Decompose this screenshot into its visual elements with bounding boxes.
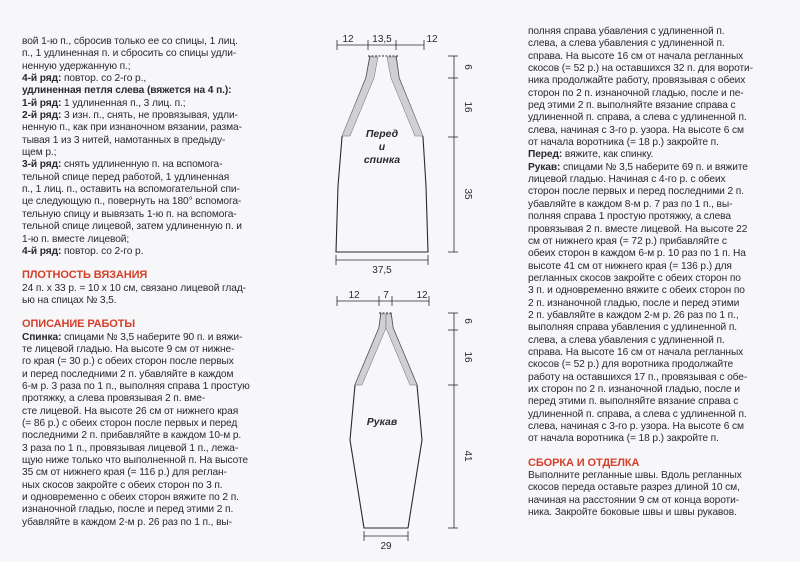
- text-line: тельной спице лицевой, затем удлиненную п. и: [22, 221, 242, 233]
- text-line: скосов переда оставьте разрез длиной 10 см,: [528, 482, 740, 494]
- text-line: ред этими 2 п. выполняйте вязание справа с: [528, 100, 736, 112]
- text-line: тывая 1 из 3 нитей, намотанных в предыду-: [22, 134, 226, 146]
- dim-sleeve-top-right: 12: [416, 290, 428, 301]
- text-line: 4-й ряд: повтор. со 2-го р.,: [22, 73, 147, 85]
- right-text-column: [528, 26, 790, 519]
- text-line: изнаночной гладью, после и перед этими 2 п.: [22, 504, 234, 516]
- dim-sleeve-right-3: 41: [462, 450, 473, 462]
- text-line: ненную п., как при изнаночном вязании, разма-: [22, 122, 242, 134]
- text-line: от начала воротника (= 18 р.) закройте п.: [528, 137, 719, 149]
- text-line: тельную спицу и вывязать 1-ю п. на вспомога-: [22, 208, 237, 220]
- text-line: Спинка: спицами № 3,5 наберите 90 п. и вяжи-: [22, 331, 243, 343]
- body-label-line2: и: [378, 141, 386, 153]
- text-line: скосов (= 52 р.) для воротника продолжайте: [528, 359, 734, 371]
- text-line: Перед: вяжите, как спинку.: [528, 149, 654, 161]
- text-line: го края (= 30 р.) с обеих сторон после первых: [22, 356, 234, 368]
- inline-label: Рукав:: [528, 161, 561, 173]
- text-line: сторон после первых и перед последними 2 п.: [528, 186, 744, 198]
- text-line: и перед последними 2 п. убавляйте в каждом: [22, 368, 234, 380]
- text-line: перед этими п. выполняйте вязание справа с: [528, 396, 739, 408]
- inline-label: Перед:: [528, 149, 563, 161]
- text-line: работу на оставшихся 17 п., провязывая с обе-: [528, 371, 748, 383]
- text-line: Рукав: спицами № 3,5 наберите 69 п. и вяжите: [528, 161, 748, 173]
- sleeve-label: Рукав: [366, 416, 398, 428]
- dim-body-top-mid: 13,5: [372, 34, 392, 45]
- inline-label: 2-й ряд:: [22, 110, 62, 122]
- text-line: ненную удержанную п.;: [22, 60, 131, 72]
- text-line: вой 1-ю п., сбросив только ее со спицы, 1 лиц.: [22, 36, 238, 47]
- text-line: полняя справа 1 простую протяжку, а слева: [528, 211, 731, 223]
- text-line: от начала воротника (= 18 р.) закройте п.: [528, 433, 719, 445]
- text-line: см от нижнего края (= 72 р.) прибавляйте с: [528, 235, 727, 247]
- text-line: регланных скосов закройте с обеих сторон по: [528, 272, 741, 284]
- sleeve-pattern-diagram: [337, 290, 473, 552]
- inline-label: 4-й ряд:: [22, 245, 62, 257]
- text-line: щую ниже только что выполненной п. На высоте: [22, 455, 248, 466]
- text-line: удлиненной п. справа, а слева с удлиненной п.: [528, 408, 747, 420]
- text-line: удлиненная петля слева (вяжется на 4 п.):: [22, 85, 232, 97]
- dim-body-top-left: 12: [342, 34, 354, 45]
- text-line: удлиненной п. справа, а слева с удлиненной п.: [528, 112, 747, 124]
- dim-body-right-3: 35: [462, 188, 473, 200]
- dim-sleeve-right-2: 16: [462, 351, 473, 363]
- text-line: ью на спицах № 3,5.: [22, 294, 117, 306]
- text-line: слева, начиная с 3-го р. узора. На высоте 6 см: [528, 421, 744, 432]
- dim-body-right-2: 16: [462, 101, 473, 113]
- raglan-band-right: [387, 57, 423, 136]
- density-heading: ПЛОТНОСТЬ ВЯЗАНИЯ: [22, 269, 148, 282]
- text-line: тельной спице перед работой, 1 удлиненная: [22, 171, 230, 183]
- text-line: слева, начиная с 3-го р. узора. На высоте 6 см: [528, 124, 744, 136]
- text-line: те лицевой гладью. На высоте 9 см от нижне-: [22, 343, 235, 355]
- inline-label: 3-й ряд:: [22, 159, 62, 171]
- text-line: слева, а слева убавления с удлиненной п.: [528, 334, 725, 346]
- text-line: щем р.;: [22, 147, 57, 159]
- text-line: ных скосов закройте с обеих сторон по 3 п.: [22, 479, 223, 491]
- text-line: 3-й ряд: снять удлиненную п. на вспомога-: [22, 159, 223, 171]
- text-line: сте лицевой. На высоте 26 см от нижнего края: [22, 405, 239, 417]
- text-line: начиная на расстоянии 9 см от конца вороти-: [528, 494, 739, 506]
- text-line: (= 86 р.) с обеих сторон после первых и перед: [22, 417, 238, 429]
- work-heading: ОПИСАНИЕ РАБОТЫ: [22, 318, 135, 331]
- inline-label: 4-й ряд:: [22, 73, 62, 85]
- dim-body-top-right: 12: [426, 34, 438, 45]
- assembly-heading: СБОРКА И ОТДЕЛКА: [528, 456, 640, 469]
- body-label-line1: Перед: [365, 128, 399, 140]
- text-line: сторон по 2 п. изнаночной гладью, после и пе-: [528, 87, 744, 99]
- body-pattern-diagram: [336, 34, 473, 276]
- dim-sleeve-bottom: 29: [380, 541, 392, 552]
- text-line: их сторон по 2 п. изнаночной гладью, после и: [528, 383, 740, 395]
- text-line: 24 п. х 33 р. = 10 х 10 см, связано лицевой глад-: [22, 282, 246, 294]
- dim-body-right-1: 6: [462, 64, 473, 70]
- text-line: 1-ю п. вместе лицевой;: [22, 233, 130, 245]
- inline-label: Спинка:: [22, 331, 62, 343]
- sleeve-raglan-band-right: [386, 314, 417, 385]
- raglan-band-left: [342, 57, 378, 136]
- text-line: 6-м р. 3 раза по 1 п., выполняя справа 1 простую: [22, 380, 250, 392]
- text-line: п., 1 лиц. п., оставить на вспомогательной спи-: [22, 184, 240, 196]
- text-line: и одновременно с обеих сторон вяжите по 2 п.: [22, 492, 239, 504]
- text-line: провязывая 2 п. вместе лицевой. На высоте 22: [528, 223, 748, 235]
- text-line: 2 п. изнаночной гладью, после и перед этими: [528, 297, 740, 309]
- text-line: убавляйте в каждом 8-м р. 7 раз по 1 п., вы-: [528, 198, 733, 210]
- text-line: 35 см от нижнего края (= 116 р.) для реглан-: [22, 467, 227, 479]
- dim-sleeve-right-1: 6: [462, 318, 473, 324]
- text-line: 4-й ряд: повтор. со 2-го р.: [22, 245, 144, 257]
- text-line: протяжку, а слева провязывая 2 п. вме-: [22, 393, 206, 405]
- text-line: 2-й ряд: 3 изн. п., снять, не провязывая, удли-: [22, 110, 238, 122]
- text-line: скосов (= 52 р.) на оставшихся 32 п. для вороти-: [528, 63, 753, 75]
- text-line: 1-й ряд: 1 удлиненная п., 3 лиц. п.;: [22, 97, 186, 109]
- inline-label: 1-й ряд:: [22, 97, 62, 109]
- pattern-diagrams: [282, 0, 522, 562]
- text-line: п., 1 удлиненная п. и сбросить со спицы удли-: [22, 48, 237, 60]
- text-line: лицевой гладью. Начиная с 4-го р. с обеих: [528, 174, 726, 186]
- text-line: слева, а слева убавления с удлиненной п.: [528, 38, 725, 50]
- dim-sleeve-top-mid: 7: [383, 290, 389, 301]
- text-line: высоте 41 см от нижнего края (= 136 р.) для: [528, 260, 732, 272]
- text-line: справа. На высоте 16 см от начала регланных: [528, 346, 744, 358]
- sleeve-raglan-band-left: [355, 314, 386, 385]
- body-label-line3: спинка: [363, 154, 401, 166]
- text-line: справа. На высоте 16 см от начала регланных: [528, 50, 744, 62]
- text-line: 3 раза по 1 п., провязывая лицевой 1 п., лежа-: [22, 442, 239, 454]
- dim-body-bottom: 37,5: [372, 265, 392, 276]
- text-line: ника продолжайте работу, провязывая с обеих: [528, 75, 746, 87]
- text-line: последними 2 п. прибавляйте в каждом 10-м р.: [22, 430, 242, 442]
- dim-sleeve-top-left: 12: [348, 290, 360, 301]
- text-line: выполняя справа убавления с удлиненной п.: [528, 322, 738, 334]
- text-line: 2 п. убавляйте в каждом 2-м р. 26 раз по 1 п.,: [528, 309, 739, 321]
- text-line: 3 п. и одновременно вяжите с обеих сторон по: [528, 285, 745, 297]
- text-line: ника. Закройте боковые швы и швы рукавов.: [528, 507, 737, 519]
- text-line: убавляйте в каждом 2-м р. 26 раз по 1 п., вы-: [22, 516, 232, 528]
- text-line: полняя справа убавления с удлиненной п.: [528, 26, 725, 37]
- left-text-column: [22, 36, 274, 529]
- text-line: обеих сторон в каждом 6-м р. 10 раз по 1 п. На: [528, 248, 746, 260]
- text-line: це следующую п., повернуть на 180° вспомога-: [22, 196, 242, 208]
- text-line: Выполните регланные швы. Вдоль регланных: [528, 470, 742, 482]
